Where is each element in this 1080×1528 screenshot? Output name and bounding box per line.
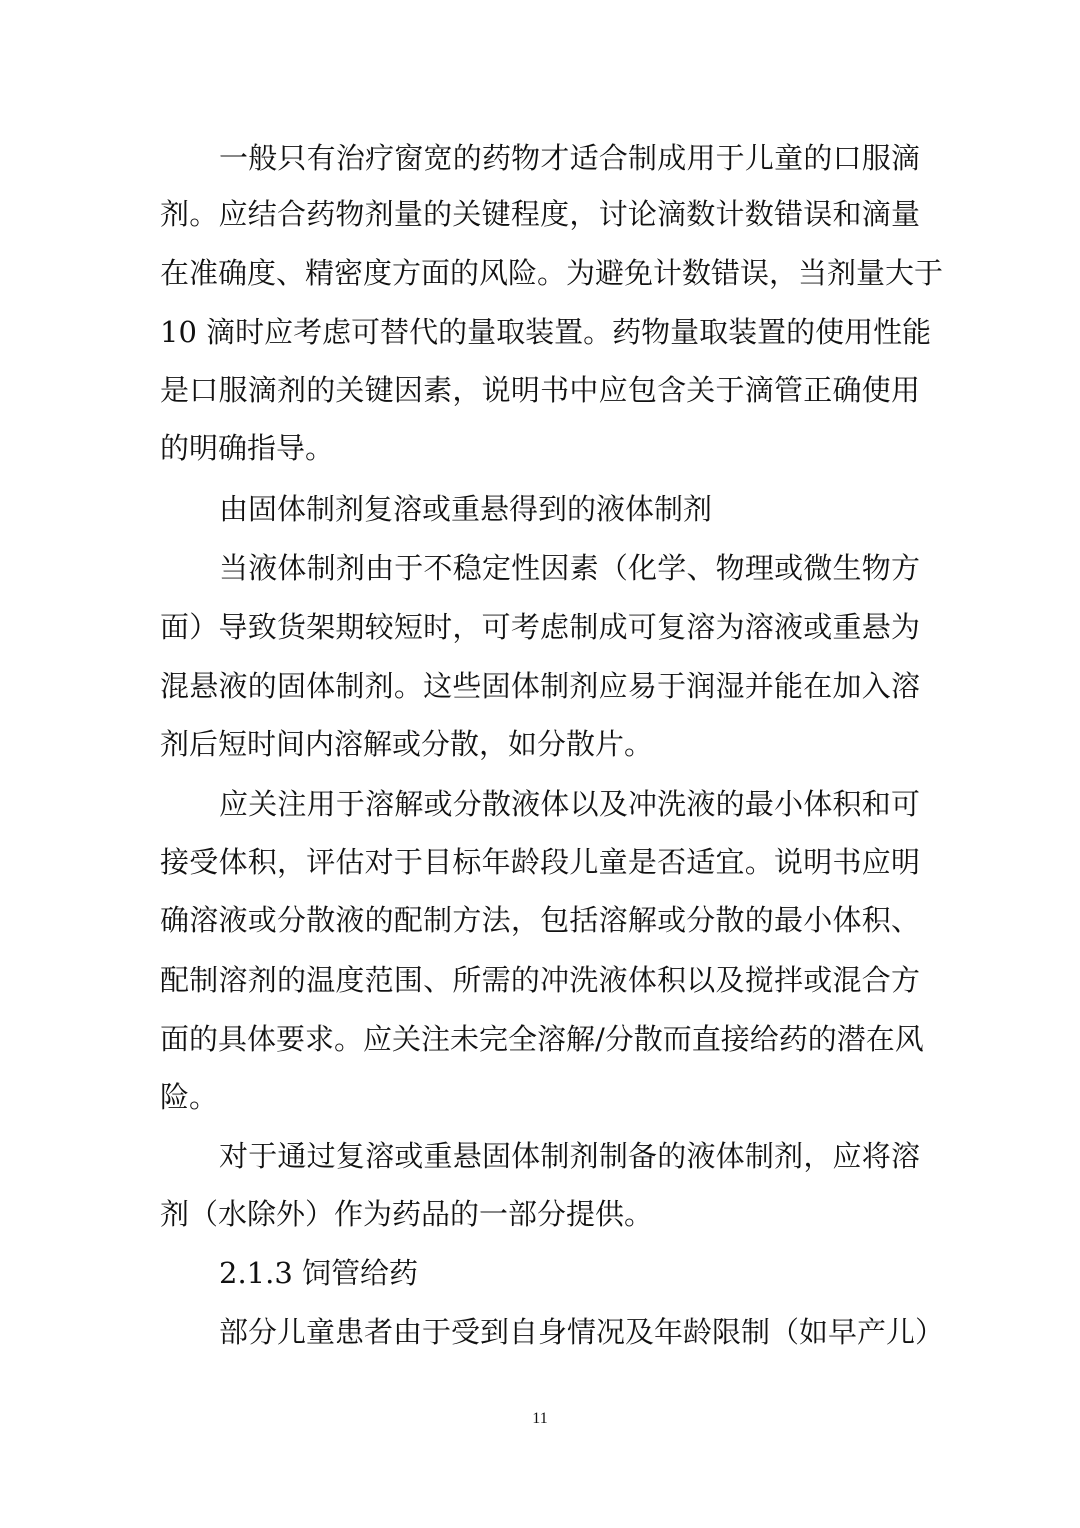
paragraph-7-line-1: 部分儿童患者由于受到自身情况及年龄限制（如早产儿） bbox=[219, 1315, 945, 1349]
paragraph-1-line-3: 在准确度、精密度方面的风险。为避免计数错误，当剂量大于 bbox=[160, 256, 944, 290]
paragraph-1-line-2: 剂。应结合药物剂量的关键程度，讨论滴数计数错误和滴量 bbox=[160, 197, 920, 231]
paragraph-3-line-4: 剂后短时间内溶解或分散，如分散片。 bbox=[160, 727, 654, 761]
paragraph-1-line-1: 一般只有治疗窗宽的药物才适合制成用于儿童的口服滴 bbox=[219, 141, 920, 175]
paragraph-1-line-4: 10 滴时应考虑可替代的量取装置。药物量取装置的使用性能 bbox=[160, 315, 932, 349]
paragraph-3-line-1: 当液体制剂由于不稳定性因素（化学、物理或微生物方 bbox=[219, 551, 920, 585]
paragraph-4-line-4: 配制溶剂的温度范围、所需的冲洗液体积以及搅拌或混合方 bbox=[160, 963, 920, 997]
section-heading-liquid-from-solid: 由固体制剂复溶或重悬得到的液体制剂 bbox=[219, 492, 713, 526]
section-heading-2-1-3: 2.1.3 饲管给药 bbox=[219, 1256, 419, 1290]
paragraph-5-line-2: 剂（水除外）作为药品的一部分提供。 bbox=[160, 1197, 654, 1231]
paragraph-1-line-5: 是口服滴剂的关键因素，说明书中应包含关于滴管正确使用 bbox=[160, 373, 920, 407]
paragraph-4-line-2: 接受体积，评估对于目标年龄段儿童是否适宜。说明书应明 bbox=[160, 845, 920, 879]
page-number: 11 bbox=[532, 1410, 548, 1427]
paragraph-5-line-1: 对于通过复溶或重悬固体制剂制备的液体制剂，应将溶 bbox=[219, 1139, 920, 1173]
paragraph-1-line-6: 的明确指导。 bbox=[160, 431, 335, 465]
paragraph-4-line-6: 险。 bbox=[160, 1080, 219, 1114]
paragraph-4-line-1: 应关注用于溶解或分散液体以及冲洗液的最小体积和可 bbox=[219, 787, 920, 821]
paragraph-3-line-2: 面）导致货架期较短时，可考虑制成可复溶为溶液或重悬为 bbox=[160, 610, 920, 644]
paragraph-4-line-5: 面的具体要求。应关注未完全溶解/分散而直接给药的潜在风 bbox=[160, 1022, 924, 1056]
paragraph-3-line-3: 混悬液的固体制剂。这些固体制剂应易于润湿并能在加入溶 bbox=[160, 669, 920, 703]
paragraph-4-line-3: 确溶液或分散液的配制方法，包括溶解或分散的最小体积、 bbox=[160, 903, 920, 937]
